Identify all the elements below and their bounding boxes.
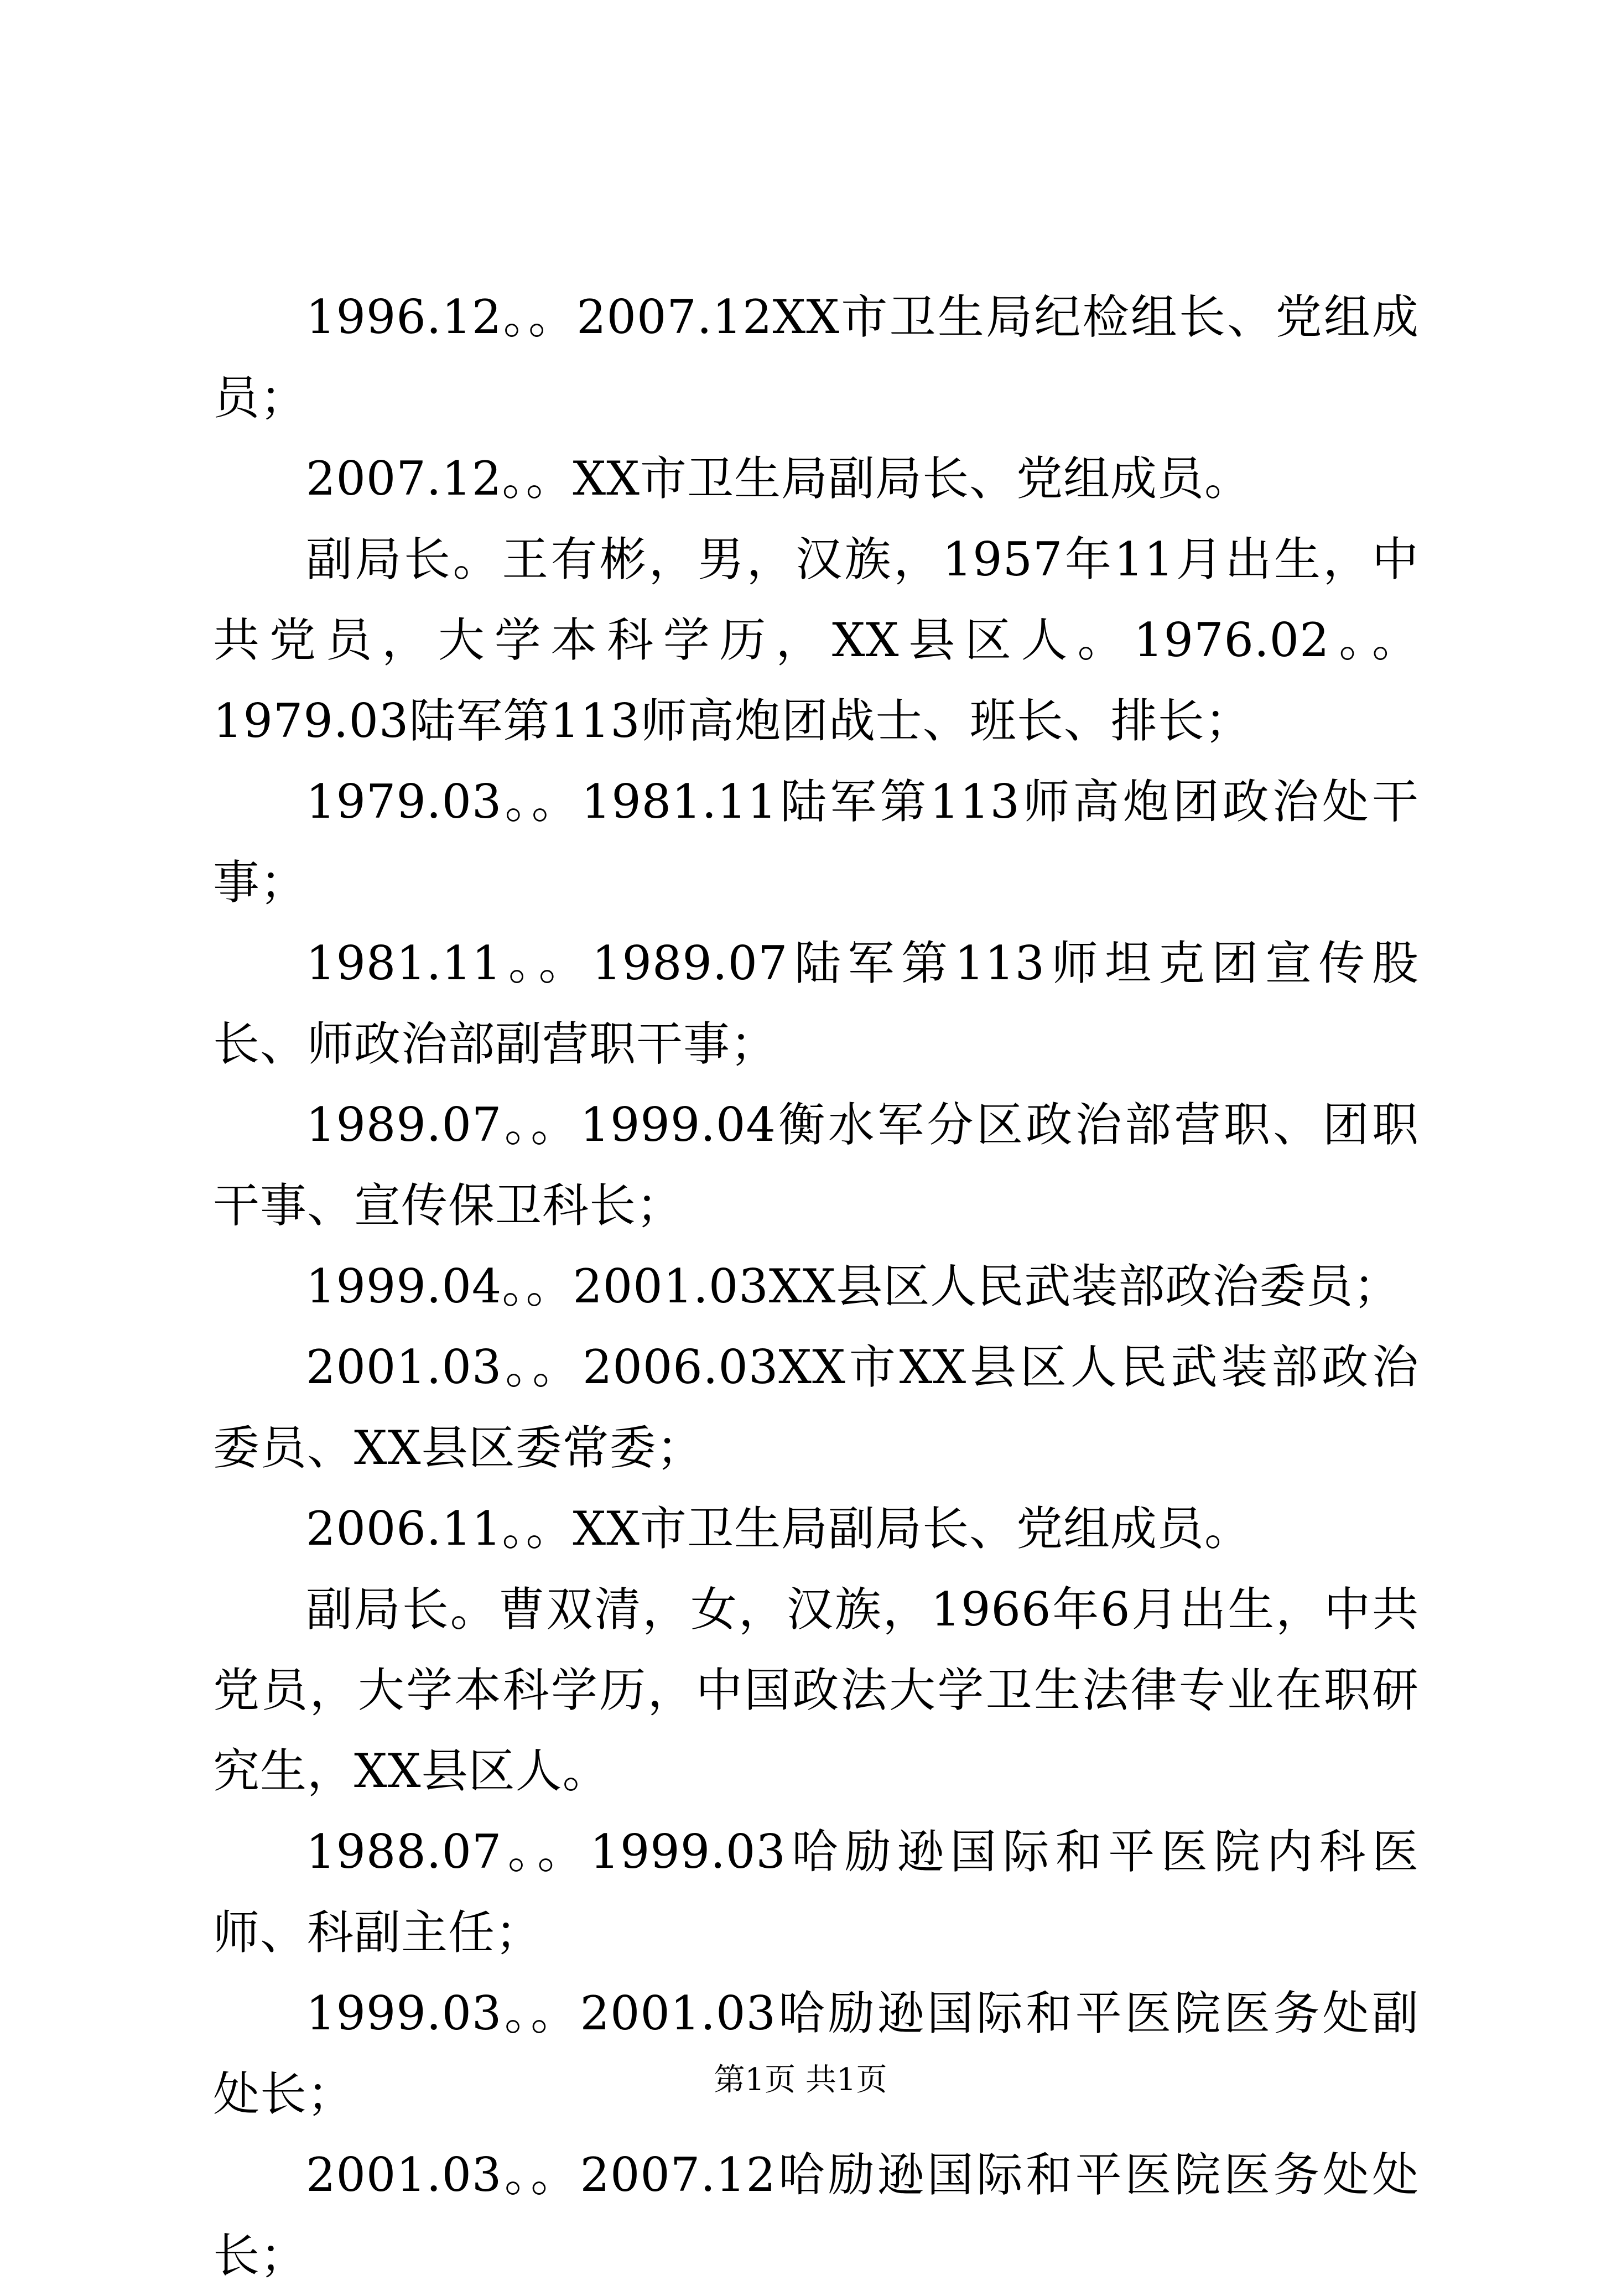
- paragraph: 1981.11。。1989.07陆军第113师坦克团宣传股长、师政治部副营职干事；: [213, 936, 1419, 1071]
- paragraph: 2001.03。。2006.03XX市XX县区人民武装部政治委员、XX县区委常委；: [213, 1340, 1419, 1475]
- paragraph: 2006.11。。XX市卫生局副局长、党组成员。: [306, 1502, 1251, 1556]
- paragraph: 1999.03。。2001.03哈励逊国际和平医院医务处副处长；: [213, 1986, 1419, 2121]
- paragraph: 1989.07。。1999.04衡水军分区政治部营职、团职干事、宣传保卫科长；: [213, 1098, 1419, 1233]
- paragraph: 1996.12。。2007.12XX市卫生局纪检组长、党组成员；: [213, 290, 1419, 425]
- paragraph: 1999.04。。2001.03XX县区人民武装部政治委员；: [306, 1259, 1401, 1313]
- paragraph: 2001.03。。2007.12哈励逊国际和平医院医务处处长；: [213, 2148, 1419, 2283]
- page-number-label: 第1页 共1页: [714, 2062, 887, 2098]
- paragraph: 1979.03。。1981.11陆军第113师高炮团政治处干事；: [213, 775, 1419, 910]
- document-body: [213, 277, 1419, 2296]
- paragraph: 副局长。曹双清，女，汉族，1966年6月出生，中共党员，大学本科学历，中国政法大学卫生法律专业在职研究生，XX县区人。: [213, 1582, 1419, 1798]
- paragraph: 1988.07。。1999.03哈励逊国际和平医院内科医师、科副主任；: [213, 1825, 1419, 1960]
- page-footer: [0, 2058, 1601, 2102]
- paragraph: 2007.12。。XX市卫生局副局长、党组成员。: [306, 451, 1251, 506]
- paragraph: 副局长。王有彬，男，汉族，1957年11月出生，中共党员，大学本科学历，XX县区人。1976.02。。1979.03陆军第113师高炮团战士、班长、排长；: [213, 532, 1419, 748]
